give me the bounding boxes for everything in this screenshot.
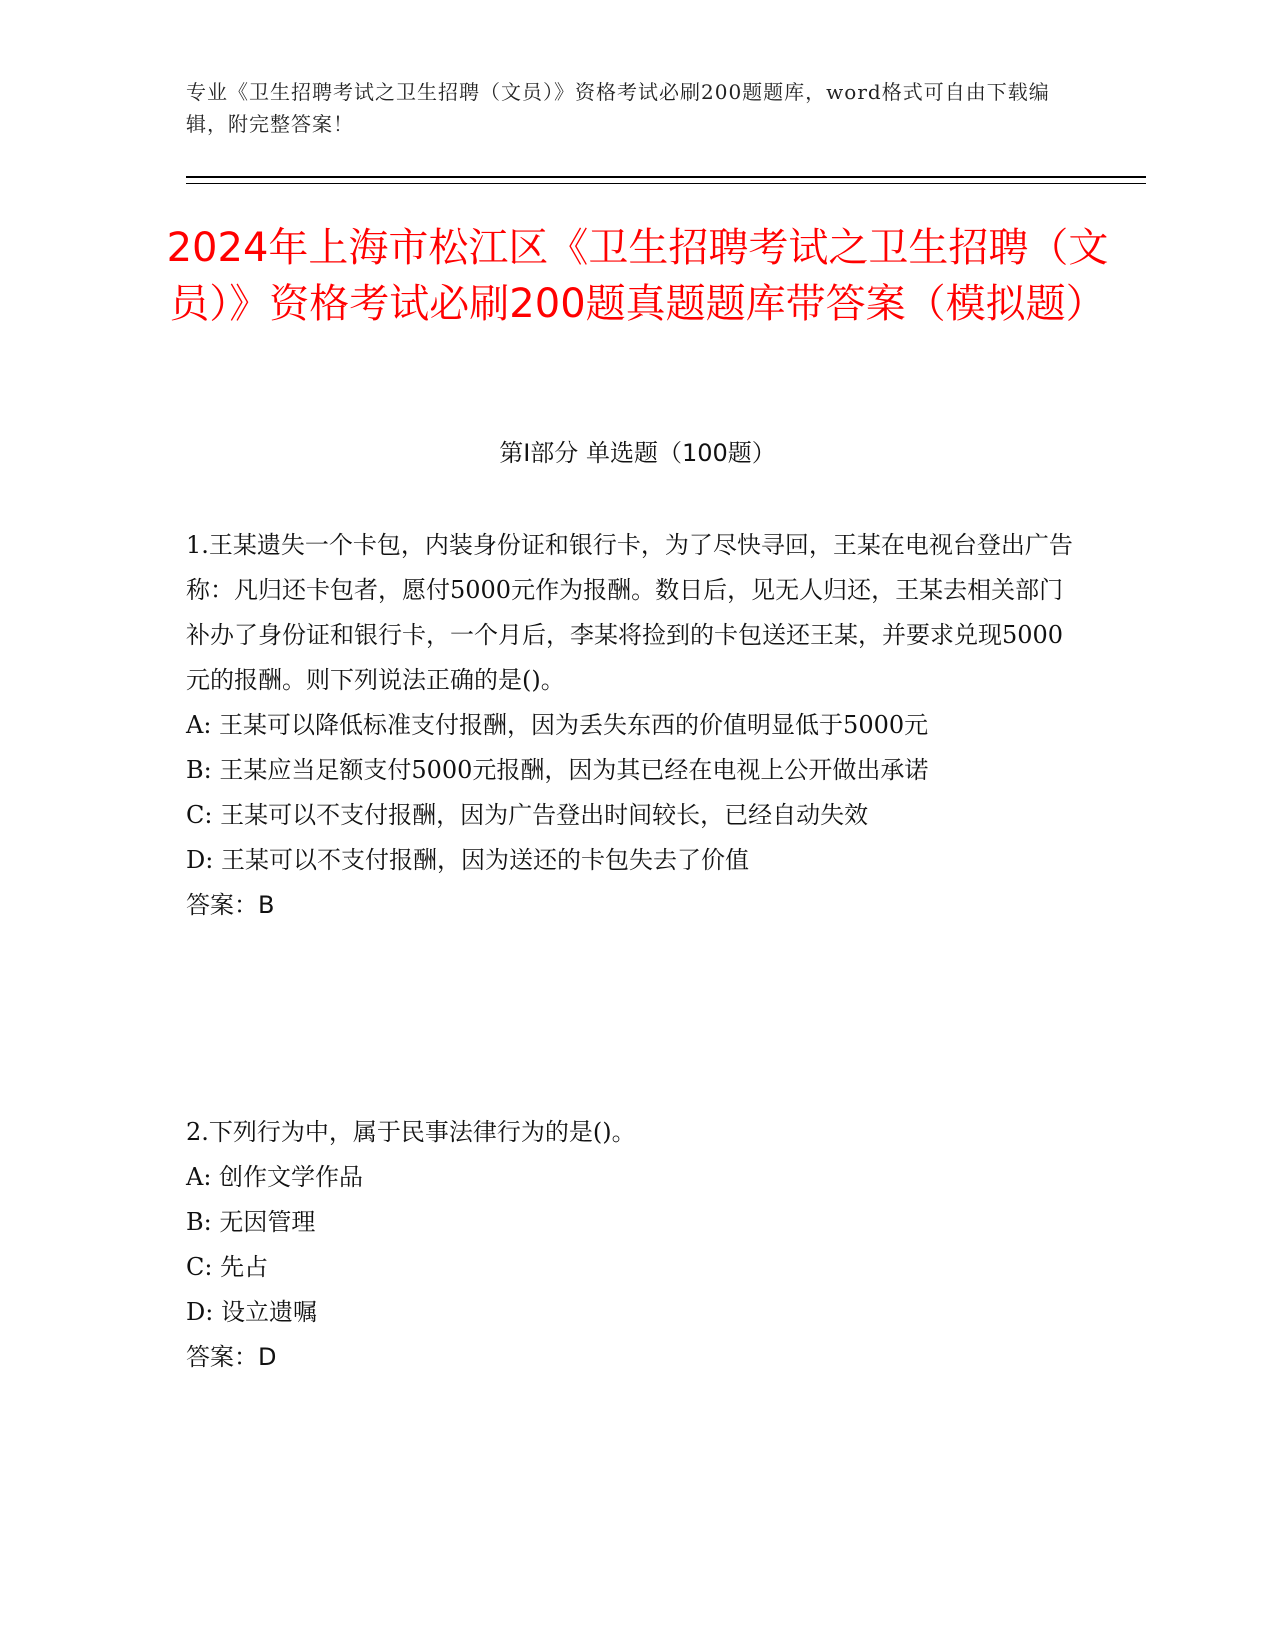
option-a: A: 王某可以降低标准支付报酬，因为丢失东西的价值明显低于5000元	[186, 711, 929, 739]
question-2	[186, 1110, 1076, 1380]
header-divider-thin	[186, 183, 1146, 184]
answer: 答案：D	[186, 1343, 277, 1371]
option-c: C: 先占	[186, 1253, 269, 1281]
question-stem: 1.王某遗失一个卡包，内装身份证和银行卡，为了尽快寻回，王某在电视台登出广告称：凡归还卡包者，愿付5000元作为报酬。数日后，见无人归还，王某去相关部门补办了身份证和银行卡，一个月后，李某将捡到的卡包送还王某，并要求兑现5000元的报酬。则下列说法正确的是()。	[186, 531, 1073, 694]
option-d: D: 王某可以不支付报酬，因为送还的卡包失去了价值	[186, 846, 749, 874]
question-1	[186, 523, 1076, 928]
answer: 答案：B	[186, 891, 275, 919]
section-title: 第I部分 单选题（100题）	[499, 439, 776, 467]
option-b: B: 王某应当足额支付5000元报酬，因为其已经在电视上公开做出承诺	[186, 756, 929, 784]
option-d: D: 设立遗嘱	[186, 1298, 317, 1326]
option-a: A: 创作文学作品	[186, 1163, 364, 1191]
header-divider-thick	[186, 176, 1146, 178]
question-stem: 2.下列行为中，属于民事法律行为的是()。	[186, 1118, 636, 1146]
option-b: B: 无因管理	[186, 1208, 316, 1236]
option-c: C: 王某可以不支付报酬，因为广告登出时间较长，已经自动失效	[186, 801, 869, 829]
document-title: 2024年上海市松江区《卫生招聘考试之卫生招聘（文员）》资格考试必刷200题真题题库带答案（模拟题）	[166, 225, 1109, 327]
header-note: 专业《卫生招聘考试之卫生招聘（文员）》资格考试必刷200题题库，word格式可自由下载编辑，附完整答案！	[186, 80, 1050, 136]
